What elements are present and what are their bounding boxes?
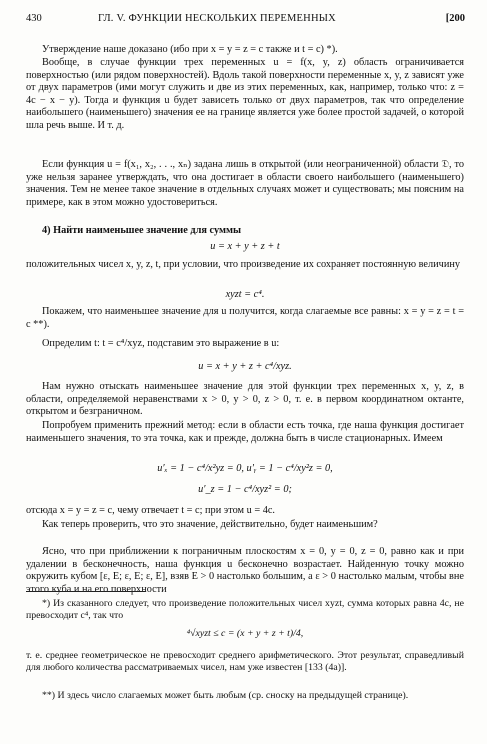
equation-product: xyzt = c⁴. bbox=[225, 289, 265, 300]
footnote-2: **) И здесь число слагаемых может быть любым (ср. сноску на предыдущей странице). bbox=[42, 690, 409, 701]
equation-partials-2: u′_z = 1 − c⁴/xyz² = 0; bbox=[198, 484, 292, 495]
footnote-1-continuation: т. е. среднее геометрическое не превосходит среднего арифметического. Этот результат, справедливый для любого количества рассматриваемых чисел, нам уже известен [133 (4а)]. bbox=[26, 650, 464, 673]
footnote-1-equation: ⁴√xyzt ≤ c = (x + y + z + t)/4, bbox=[186, 628, 304, 639]
equation-sum: u = x + y + z + t bbox=[210, 241, 280, 252]
paragraph-11: Как теперь проверить, что это значение, действительно, будет наименьшим? bbox=[42, 519, 378, 530]
running-title: ГЛ. V. ФУНКЦИИ НЕСКОЛЬКИХ ПЕРЕМЕННЫХ bbox=[98, 13, 336, 24]
example-heading: 4) Найти наименьшее значение для суммы bbox=[42, 225, 242, 236]
paragraph-3: Если функция u = f(x₁, x₂, . . ., xₙ) задана лишь в открытой (или неограниченной) области 𝔇, то уже нельзя заранее утверждать, что она достигает в области своего наибольшего (наименьшего) значения. Тем не менее такое значение в отдельных случаях может и существовать; мы поясним на примере, как в этом можно удостовериться. bbox=[26, 159, 464, 208]
footnote-1: *) Из сказанного следует, что произведение положительных чисел xyzt, сумма которых равна 4c, не превосходит c⁴, так что bbox=[26, 598, 464, 621]
paragraph-10: отсюда x = y = z = c, чему отвечает t = c; при этом u = 4c. bbox=[26, 505, 276, 516]
section-number: [200 bbox=[445, 13, 465, 24]
paragraph-6: Покажем, что наименьшее значение для u получится, когда слагаемые все равны: x = y = z = t = c **). bbox=[26, 306, 464, 330]
page-number: 430 bbox=[26, 13, 42, 24]
paragraph-1: Утверждение наше доказано (ибо при x = y = z = c также и t = c) *). bbox=[42, 44, 338, 55]
paragraph-5: положительных чисел x, y, z, t, при условии, что произведение их сохраняет постоянную величину bbox=[26, 259, 460, 270]
paragraph-12: Ясно, что при приближении к пограничным плоскостям x = 0, y = 0, z = 0, равно как и при удалении в бесконечность, наша функция u бесконечно возрастает. Найденную точку можно окружить кубом [ε, E; ε, E; ε, E], взяв E > 0 настолько большим, а ε > 0 настолько малым, чтобы вне этого куба и на его поверхности bbox=[26, 546, 464, 595]
footnote-rule bbox=[26, 591, 146, 592]
paragraph-2: Вообще, в случае функции трех переменных u = f(x, y, z) область ограничивается поверхностью (или рядом поверхностей). Вдоль такой поверхности переменные x, y, z зависят уже от двух параметров (ими могут служить и две из этих переменных, как, например, только что: z = 4c − x − y). Тогда и функция u будет зависеть только от двух параметров, так что определение наибольшего (наименьшего) значения ее на границе является уже более простой задачей, о которой шла речь выше. И т. д. bbox=[26, 57, 464, 131]
equation-partials-1: u′ₓ = 1 − c⁴/x²yz = 0, u′ᵧ = 1 − c⁴/xy²z = 0, bbox=[157, 463, 333, 474]
paragraph-8: Нам нужно отыскать наименьшее значение для этой функции трех переменных x, y, z, в области, определяемой неравенствами x > 0, y > 0, z > 0, т. е. в первом координатном октанте, открытом и безграничном. bbox=[26, 381, 464, 418]
paragraph-9: Попробуем применить прежний метод: если в области есть точка, где наша функция достигает наименьшего значения, то эта точка, как и прежде, должна быть в числе стационарных. Имеем bbox=[26, 420, 464, 444]
equation-u: u = x + y + z + c⁴/xyz. bbox=[198, 361, 292, 372]
paragraph-7: Определим t: t = c⁴/xyz, подставим это выражение в u: bbox=[42, 338, 280, 349]
page-header bbox=[26, 13, 465, 29]
